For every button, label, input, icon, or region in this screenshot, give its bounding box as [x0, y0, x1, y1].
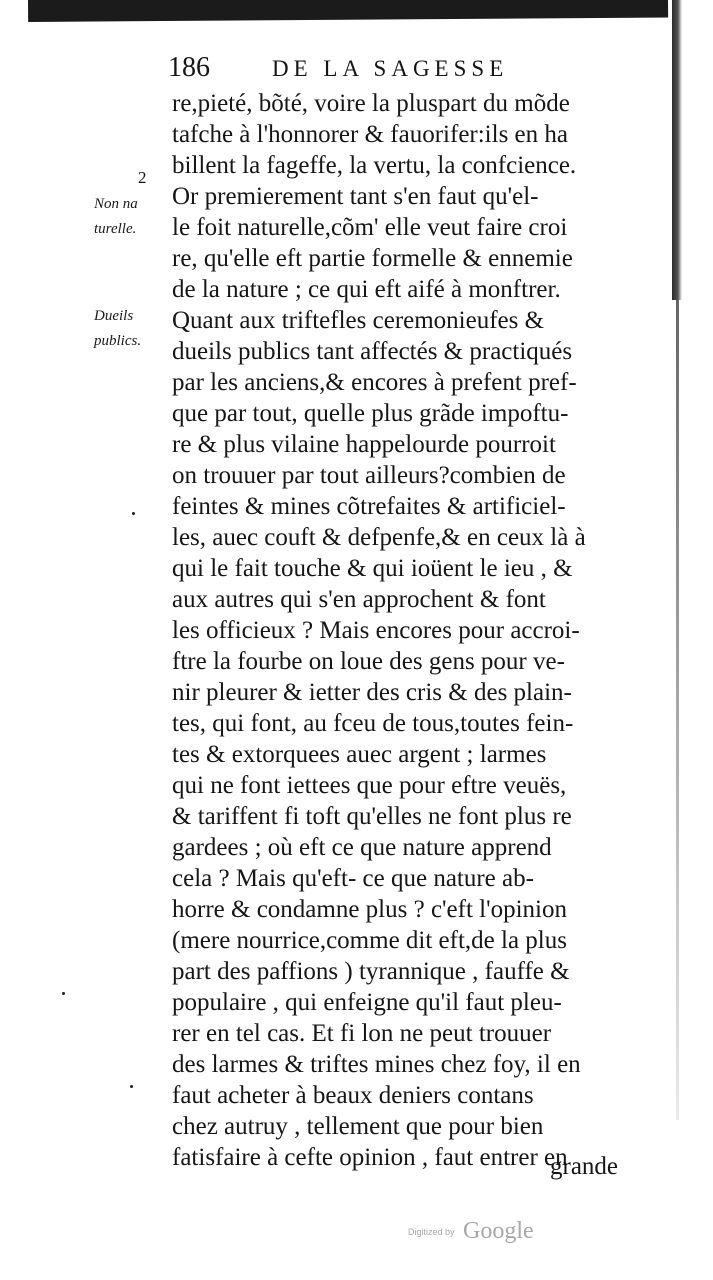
body-text	[172, 88, 642, 1173]
running-head: DE LA SAGESSE	[272, 56, 509, 81]
text-line: par les anciens,& encores à prefent pref-	[172, 369, 577, 396]
scan-speck	[62, 992, 65, 995]
digitized-watermark	[408, 1218, 534, 1245]
margin-note-line: turelle.	[94, 221, 137, 237]
text-line: Quant aux triftefles ceremonieufes &	[172, 307, 545, 334]
text-line: horre & condamne plus ? c'eft l'opinion	[172, 896, 568, 923]
text-line: les officieux ? Mais encores pour accroi-	[172, 617, 580, 644]
text-line: Or premierement tant s'en faut qu'el-	[172, 183, 539, 210]
text-line: re & plus vilaine happelourde pourroit	[172, 431, 556, 458]
text-line: rer en tel cas. Et fi lon ne peut trouuer	[172, 1020, 552, 1047]
text-line: qui ne font iettees que pour eftre veuës,	[172, 772, 567, 799]
scan-edge-right	[672, 0, 682, 300]
text-line: feintes & mines cõtrefaites & artificiel-	[172, 493, 566, 520]
text-line: que par tout, quelle plus grãde impoftu-	[172, 400, 569, 427]
scan-speck	[132, 512, 135, 515]
text-line: des larmes & triftes mines chez foy, il en	[172, 1051, 581, 1078]
margin-note-line: Non na	[94, 196, 138, 212]
text-line: ftre la fourbe on loue des gens pour ve-	[172, 648, 565, 675]
text-line: re,pieté, bõté, voire la pluspart du mõde	[172, 90, 570, 117]
scan-speck	[130, 1085, 133, 1088]
text-line: de la nature ; ce qui eft aifé à monftrer.	[172, 276, 561, 303]
text-line: le foit naturelle,cõm' elle veut faire croi	[172, 214, 568, 241]
text-line: populaire , qui enfeigne qu'il faut pleu-	[172, 989, 562, 1016]
margin-note-dueils-publics	[94, 304, 166, 354]
text-line: re, qu'elle eft partie formelle & ennemie	[172, 245, 573, 272]
margin-note-line: Dueils	[94, 308, 134, 324]
watermark-prefix: Digitized by	[408, 1226, 455, 1237]
text-line: tafche à l'honnorer & fauorifer:ils en ha	[172, 121, 568, 148]
text-line: billent la fageffe, la vertu, la confcience.	[172, 152, 577, 179]
page-header	[168, 52, 648, 86]
text-line: aux autres qui s'en approchent & font	[172, 586, 546, 613]
text-line: nir pleurer & ietter des cris & des plain-	[172, 679, 572, 706]
text-line: les, auec couft & defpenfe,& en ceux là à	[172, 524, 586, 551]
text-line: tes, qui font, au fceu de tous,toutes fein-	[172, 710, 574, 737]
margin-note-line: publics.	[94, 333, 142, 349]
text-line: dueils publics tant affectés & practiqués	[172, 338, 573, 365]
text-line: (mere nourrice,comme dit eft,de la plus	[172, 927, 567, 954]
catchword: grande	[550, 1153, 619, 1180]
watermark-brand: Google	[462, 1218, 534, 1244]
scan-edge-top	[28, 0, 668, 22]
text-line: faut acheter à beaux deniers contans	[172, 1082, 534, 1109]
text-line: fatisfaire à cefte opinion , faut entrer en	[172, 1144, 568, 1171]
text-line: chez autruy , tellement que pour bien	[172, 1113, 544, 1140]
margin-section-number: 2	[138, 168, 147, 187]
text-line: tes & extorquees auec argent ; larmes	[172, 741, 547, 768]
page-number: 186	[168, 52, 210, 83]
text-line: qui le fait touche & qui ioüent le ieu , &	[172, 555, 573, 582]
text-line: part des paffions ) tyrannique , fauffe &	[172, 958, 570, 985]
text-line: & tariffent fi toft qu'elles ne font plus re	[172, 803, 572, 830]
scan-edge-right-shadow	[676, 300, 679, 1120]
margin-note-non-naturelle	[94, 192, 166, 242]
text-line: gardees ; où eft ce que nature apprend	[172, 834, 552, 861]
text-line: cela ? Mais qu'eft- ce que nature ab-	[172, 865, 534, 892]
text-line: on trouuer par tout ailleurs?combien de	[172, 462, 566, 489]
